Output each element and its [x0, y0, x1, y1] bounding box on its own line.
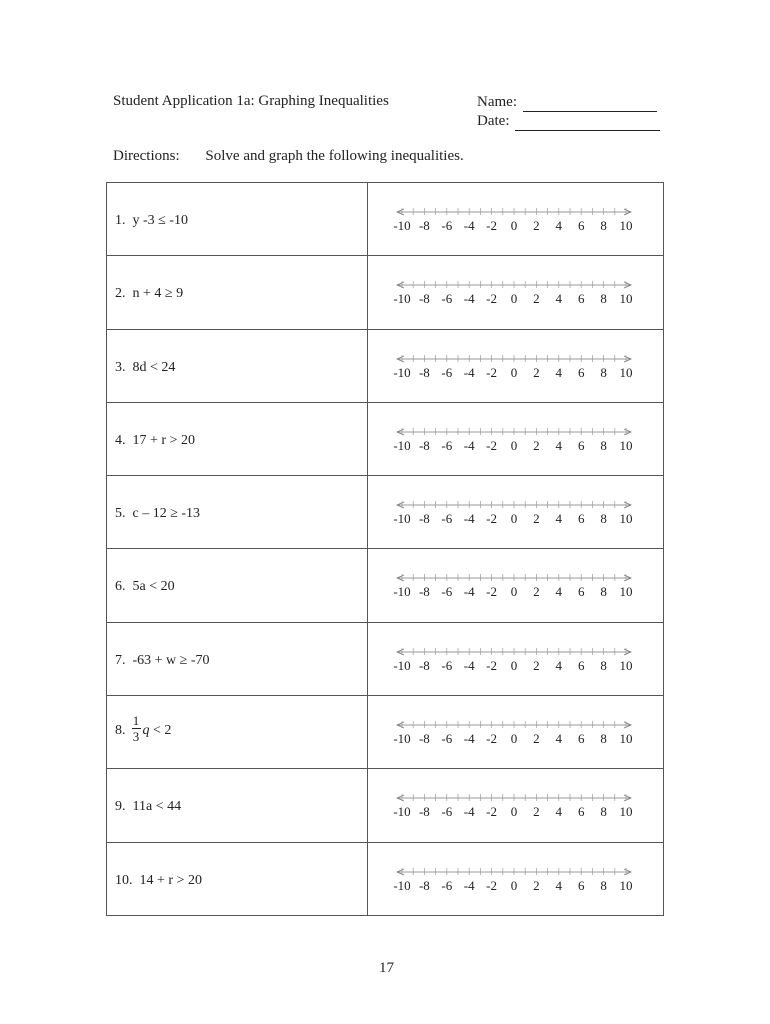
number-line[interactable] [390, 494, 640, 530]
inequality-text: 14 + r > 20 [139, 872, 202, 888]
number-line-label: 8 [600, 657, 607, 673]
number-line-label: -8 [418, 218, 430, 233]
date-label: Date: [477, 113, 510, 129]
number-line-label: -6 [441, 364, 453, 380]
number-line-label: -6 [441, 511, 453, 527]
number-line-label: 8 [600, 218, 607, 233]
problem-row [107, 549, 664, 622]
number-line-label: 4 [555, 364, 563, 380]
problem-cell [107, 329, 368, 402]
number-line-label: 10 [619, 804, 633, 820]
name-date-block [477, 93, 660, 131]
problem-cell [107, 549, 368, 622]
number-line[interactable] [390, 787, 640, 823]
number-line-label: 8 [600, 437, 607, 453]
number-line-label: 8 [600, 584, 607, 600]
problem-row [107, 769, 664, 842]
problem-number: 1. [115, 213, 126, 228]
problem-row [107, 183, 664, 256]
number-line-label: 8 [600, 364, 607, 380]
number-line-label: 8 [600, 804, 607, 820]
directions-label: Directions: [113, 148, 180, 164]
number-line-label: 4 [555, 437, 563, 453]
number-line-label: 10 [619, 584, 633, 600]
number-line-label: 10 [619, 657, 633, 673]
directions-text: Solve and graph the following inequalities. [205, 148, 464, 164]
worksheet-title: Student Application 1a: Graphing Inequalities [113, 93, 389, 109]
problem-row [107, 622, 664, 695]
number-line-label: -10 [393, 364, 411, 380]
number-line-label: -10 [393, 291, 411, 307]
number-line-label: -8 [418, 291, 430, 307]
problem-number: 8. [115, 722, 126, 738]
number-line-label: 10 [619, 877, 633, 893]
number-line-label: 10 [619, 511, 633, 527]
number-line-label: 4 [555, 218, 563, 233]
number-line-label: 2 [533, 584, 540, 600]
number-line-label: -4 [463, 804, 475, 820]
graph-cell[interactable] [368, 696, 664, 769]
inequality-rest: < 2 [149, 722, 172, 738]
number-line-label: 2 [533, 511, 540, 527]
number-line-label: 10 [619, 437, 633, 453]
graph-cell[interactable] [368, 402, 664, 475]
number-line[interactable] [390, 641, 640, 677]
number-line[interactable] [390, 421, 640, 457]
number-line-label: -4 [463, 218, 475, 233]
number-line-label: -4 [463, 511, 475, 527]
number-line[interactable] [390, 861, 640, 897]
number-line-label: -10 [393, 877, 411, 893]
number-line-label: 6 [577, 437, 585, 453]
number-line-label: 4 [555, 804, 563, 820]
number-line-label: -6 [441, 657, 453, 673]
number-line-label: 4 [555, 731, 563, 747]
problem-text [115, 579, 175, 595]
date-blank-line[interactable] [515, 116, 660, 131]
number-line[interactable] [390, 567, 640, 603]
number-line-label: -10 [393, 511, 411, 527]
number-line-label: 2 [533, 218, 540, 233]
number-line-label: -10 [393, 731, 411, 747]
problem-cell [107, 476, 368, 549]
graph-cell[interactable] [368, 256, 664, 329]
problem-text [115, 873, 202, 889]
number-line-label: -6 [441, 804, 453, 820]
number-line-label: 6 [577, 731, 585, 747]
number-line-label: 4 [555, 511, 563, 527]
number-line-label: 6 [577, 804, 585, 820]
number-line-label: -2 [486, 731, 498, 747]
number-line-label: 2 [533, 877, 540, 893]
inequality-text: 17 + r > 20 [132, 432, 195, 448]
number-line-label: -4 [463, 584, 475, 600]
number-line-label: 0 [510, 437, 518, 453]
problem-text [115, 799, 181, 815]
number-line-label: 10 [619, 731, 633, 747]
number-line-label: -6 [441, 584, 453, 600]
number-line-label: 10 [619, 218, 633, 233]
number-line-label: 0 [510, 218, 518, 233]
number-line-label: 2 [533, 291, 540, 307]
number-line-label: 2 [533, 731, 540, 747]
number-line-label: 0 [510, 364, 518, 380]
number-line-label: -8 [418, 584, 430, 600]
number-line-label: -2 [486, 584, 498, 600]
number-line-label: 2 [533, 364, 540, 380]
number-line-label: -2 [486, 804, 498, 820]
problem-number: 10. [115, 872, 133, 888]
problem-number: 6. [115, 579, 126, 595]
number-line-label: 2 [533, 804, 540, 820]
graph-cell[interactable] [368, 183, 664, 256]
problems-table [106, 182, 664, 916]
number-line-label: -4 [463, 731, 475, 747]
number-line[interactable] [390, 348, 640, 384]
number-line-label: -2 [486, 511, 498, 527]
number-line-label: -6 [441, 731, 453, 747]
number-line[interactable] [390, 714, 640, 750]
number-line-label: -10 [393, 218, 411, 233]
number-line-label: 6 [577, 877, 585, 893]
number-line-label: 8 [600, 511, 607, 527]
number-line-label: 4 [555, 584, 563, 600]
inequality-text: 8d < 24 [132, 359, 176, 375]
problem-row [107, 476, 664, 549]
problem-number: 7. [115, 652, 126, 668]
number-line-label: -8 [418, 437, 430, 453]
number-line-label: 0 [510, 511, 518, 527]
number-line-label: 6 [577, 511, 585, 527]
problem-text [115, 286, 183, 302]
fraction-variable: q [142, 722, 150, 738]
number-line-label: 0 [510, 291, 518, 307]
graph-cell[interactable] [368, 549, 664, 622]
name-row [477, 93, 660, 112]
inequality-text: 5a < 20 [132, 579, 175, 595]
page-number: 17 [379, 960, 394, 976]
number-line-label: 6 [577, 291, 585, 307]
problem-text [115, 713, 172, 745]
number-line-label: 4 [555, 657, 563, 673]
problem-text [115, 433, 195, 449]
problem-text [115, 360, 175, 376]
number-line-label: 0 [510, 804, 518, 820]
number-line-label: -8 [418, 657, 430, 673]
number-line-label: 2 [533, 437, 540, 453]
number-line-label: 6 [577, 364, 585, 380]
number-line-label: -2 [486, 364, 498, 380]
number-line-label: -8 [418, 511, 430, 527]
problem-number: 3. [115, 359, 126, 375]
number-line-label: 10 [619, 291, 633, 307]
number-line-label: -2 [486, 291, 498, 307]
number-line-label: 0 [510, 584, 518, 600]
number-line-label: 4 [555, 291, 563, 307]
number-line-label: -2 [486, 657, 498, 673]
number-line-label: -10 [393, 437, 411, 453]
fraction-denominator: 3 [132, 729, 140, 745]
name-label: Name: [477, 94, 517, 110]
number-line-label: -10 [393, 584, 411, 600]
graph-cell[interactable] [368, 622, 664, 695]
graph-cell[interactable] [368, 842, 664, 915]
number-line-label: -6 [441, 437, 453, 453]
number-line-label: -10 [393, 657, 411, 673]
problem-text [115, 653, 210, 669]
problem-text [115, 213, 188, 229]
problem-row [107, 329, 664, 402]
inequality-text: c – 12 ≥ -13 [132, 506, 201, 522]
number-line-label: 10 [619, 364, 633, 380]
number-line-label: -2 [486, 218, 498, 233]
problem-row [107, 402, 664, 475]
problem-row [107, 842, 664, 915]
number-line-label: 6 [577, 218, 585, 233]
inequality-text: n + 4 ≥ 9 [132, 286, 184, 302]
directions [113, 148, 464, 165]
number-line-label: -10 [393, 804, 411, 820]
problem-number: 2. [115, 286, 126, 302]
problem-cell [107, 842, 368, 915]
number-line-label: -4 [463, 364, 475, 380]
inequality-text: 11a < 44 [132, 799, 182, 815]
number-line-label: -6 [441, 877, 453, 893]
problem-number: 4. [115, 432, 126, 448]
number-line-label: 0 [510, 877, 518, 893]
graph-cell[interactable] [368, 476, 664, 549]
number-line-label: 6 [577, 657, 585, 673]
number-line-label: -4 [463, 437, 475, 453]
number-line-label: -6 [441, 218, 453, 233]
number-line-label: -4 [463, 877, 475, 893]
graph-cell[interactable] [368, 329, 664, 402]
number-line-label: -8 [418, 731, 430, 747]
number-line-label: 8 [600, 877, 607, 893]
number-line-label: -2 [486, 877, 498, 893]
name-blank-line[interactable] [523, 97, 657, 112]
number-line-label: -8 [418, 804, 430, 820]
number-line-label: 2 [533, 657, 540, 673]
number-line[interactable] [390, 274, 640, 310]
fraction [132, 714, 141, 743]
number-line-label: 4 [555, 877, 563, 893]
inequality-text: y -3 ≤ -10 [132, 213, 189, 228]
problem-cell [107, 256, 368, 329]
graph-cell[interactable] [368, 769, 664, 842]
number-line-label: 8 [600, 731, 607, 747]
problem-text [115, 506, 200, 522]
problem-cell [107, 183, 368, 256]
number-line-label: 8 [600, 291, 607, 307]
date-row [477, 112, 660, 131]
number-line-label: -8 [418, 877, 430, 893]
problem-cell [107, 769, 368, 842]
number-line-label: 0 [510, 731, 518, 747]
number-line-label: -2 [486, 437, 498, 453]
fraction-numerator: 1 [132, 713, 140, 729]
problem-cell [107, 696, 368, 769]
problem-cell [107, 402, 368, 475]
inequality-text: -63 + w ≥ -70 [132, 652, 210, 668]
problem-number: 5. [115, 506, 126, 522]
number-line-label: -4 [463, 291, 475, 307]
problem-number: 9. [115, 799, 126, 815]
number-line-label: 0 [510, 657, 518, 673]
problem-row [107, 696, 664, 769]
number-line[interactable] [390, 201, 640, 237]
number-line-label: -4 [463, 657, 475, 673]
problem-row [107, 256, 664, 329]
number-line-label: -8 [418, 364, 430, 380]
number-line-label: 6 [577, 584, 585, 600]
number-line-label: -6 [441, 291, 453, 307]
problem-cell [107, 622, 368, 695]
